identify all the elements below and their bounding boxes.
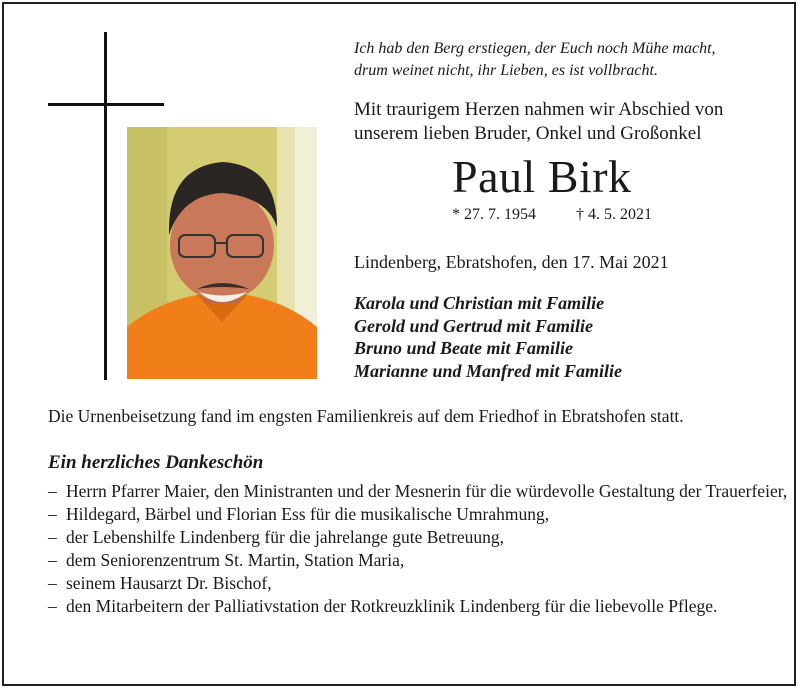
thanks-item: – dem Seniorenzentrum St. Martin, Station Maria, <box>48 549 787 572</box>
intro-line-1: Mit traurigem Herzen nahmen wir Abschied von <box>354 99 724 120</box>
mourning-family <box>354 292 622 382</box>
birth-date: * 27. 7. 1954 <box>452 206 536 223</box>
cross-horizontal-bar <box>48 103 164 106</box>
quote-line-1: Ich hab den Berg erstiegen, der Euch noch Mühe macht, <box>354 40 716 57</box>
thanks-title: Ein herzliches Dankeschön <box>48 452 264 473</box>
thanks-item: – den Mitarbeitern der Palliativstation der Rotkreuzklinik Lindenberg für die liebevolle Pflege. <box>48 595 787 618</box>
family-line: Gerold und Gertrud mit Familie <box>354 315 594 336</box>
place-and-date: Lindenberg, Ebratshofen, den 17. Mai 2021 <box>354 252 669 272</box>
family-line: Marianne und Manfred mit Familie <box>354 360 623 381</box>
family-line: Bruno und Beate mit Familie <box>354 338 574 358</box>
portrait-photo <box>127 127 317 379</box>
quote-line-2: drum weinet nicht, ihr Lieben, es ist vollbracht. <box>354 62 658 79</box>
thanks-item: – Herrn Pfarrer Maier, den Ministranten und der Mesnerin für die würdevolle Gestaltung der Trauerfeier, <box>48 480 787 503</box>
portrait-illustration <box>127 127 317 379</box>
thanks-list <box>48 480 787 618</box>
thanks-item: – der Lebenshilfe Lindenberg für die jahrelange gute Betreuung, <box>48 526 787 549</box>
thanks-item: – Hildegard, Bärbel und Florian Ess für die musikalische Umrahmung, <box>48 503 787 526</box>
deceased-name: Paul Birk <box>452 151 632 202</box>
memorial-quote <box>354 38 716 82</box>
intro-line-2: unserem lieben Bruder, Onkel und Großonkel <box>354 123 702 144</box>
intro-text <box>354 98 723 146</box>
family-line: Karola und Christian mit Familie <box>354 293 605 313</box>
death-date: † 4. 5. 2021 <box>576 206 652 223</box>
thanks-item: – seinem Hausarzt Dr. Bischof, <box>48 572 787 595</box>
burial-note: Die Urnenbeisetzung fand im engsten Familienkreis auf dem Friedhof in Ebratshofen statt. <box>48 406 684 426</box>
cross-vertical-bar <box>104 32 107 380</box>
life-dates <box>452 206 652 224</box>
